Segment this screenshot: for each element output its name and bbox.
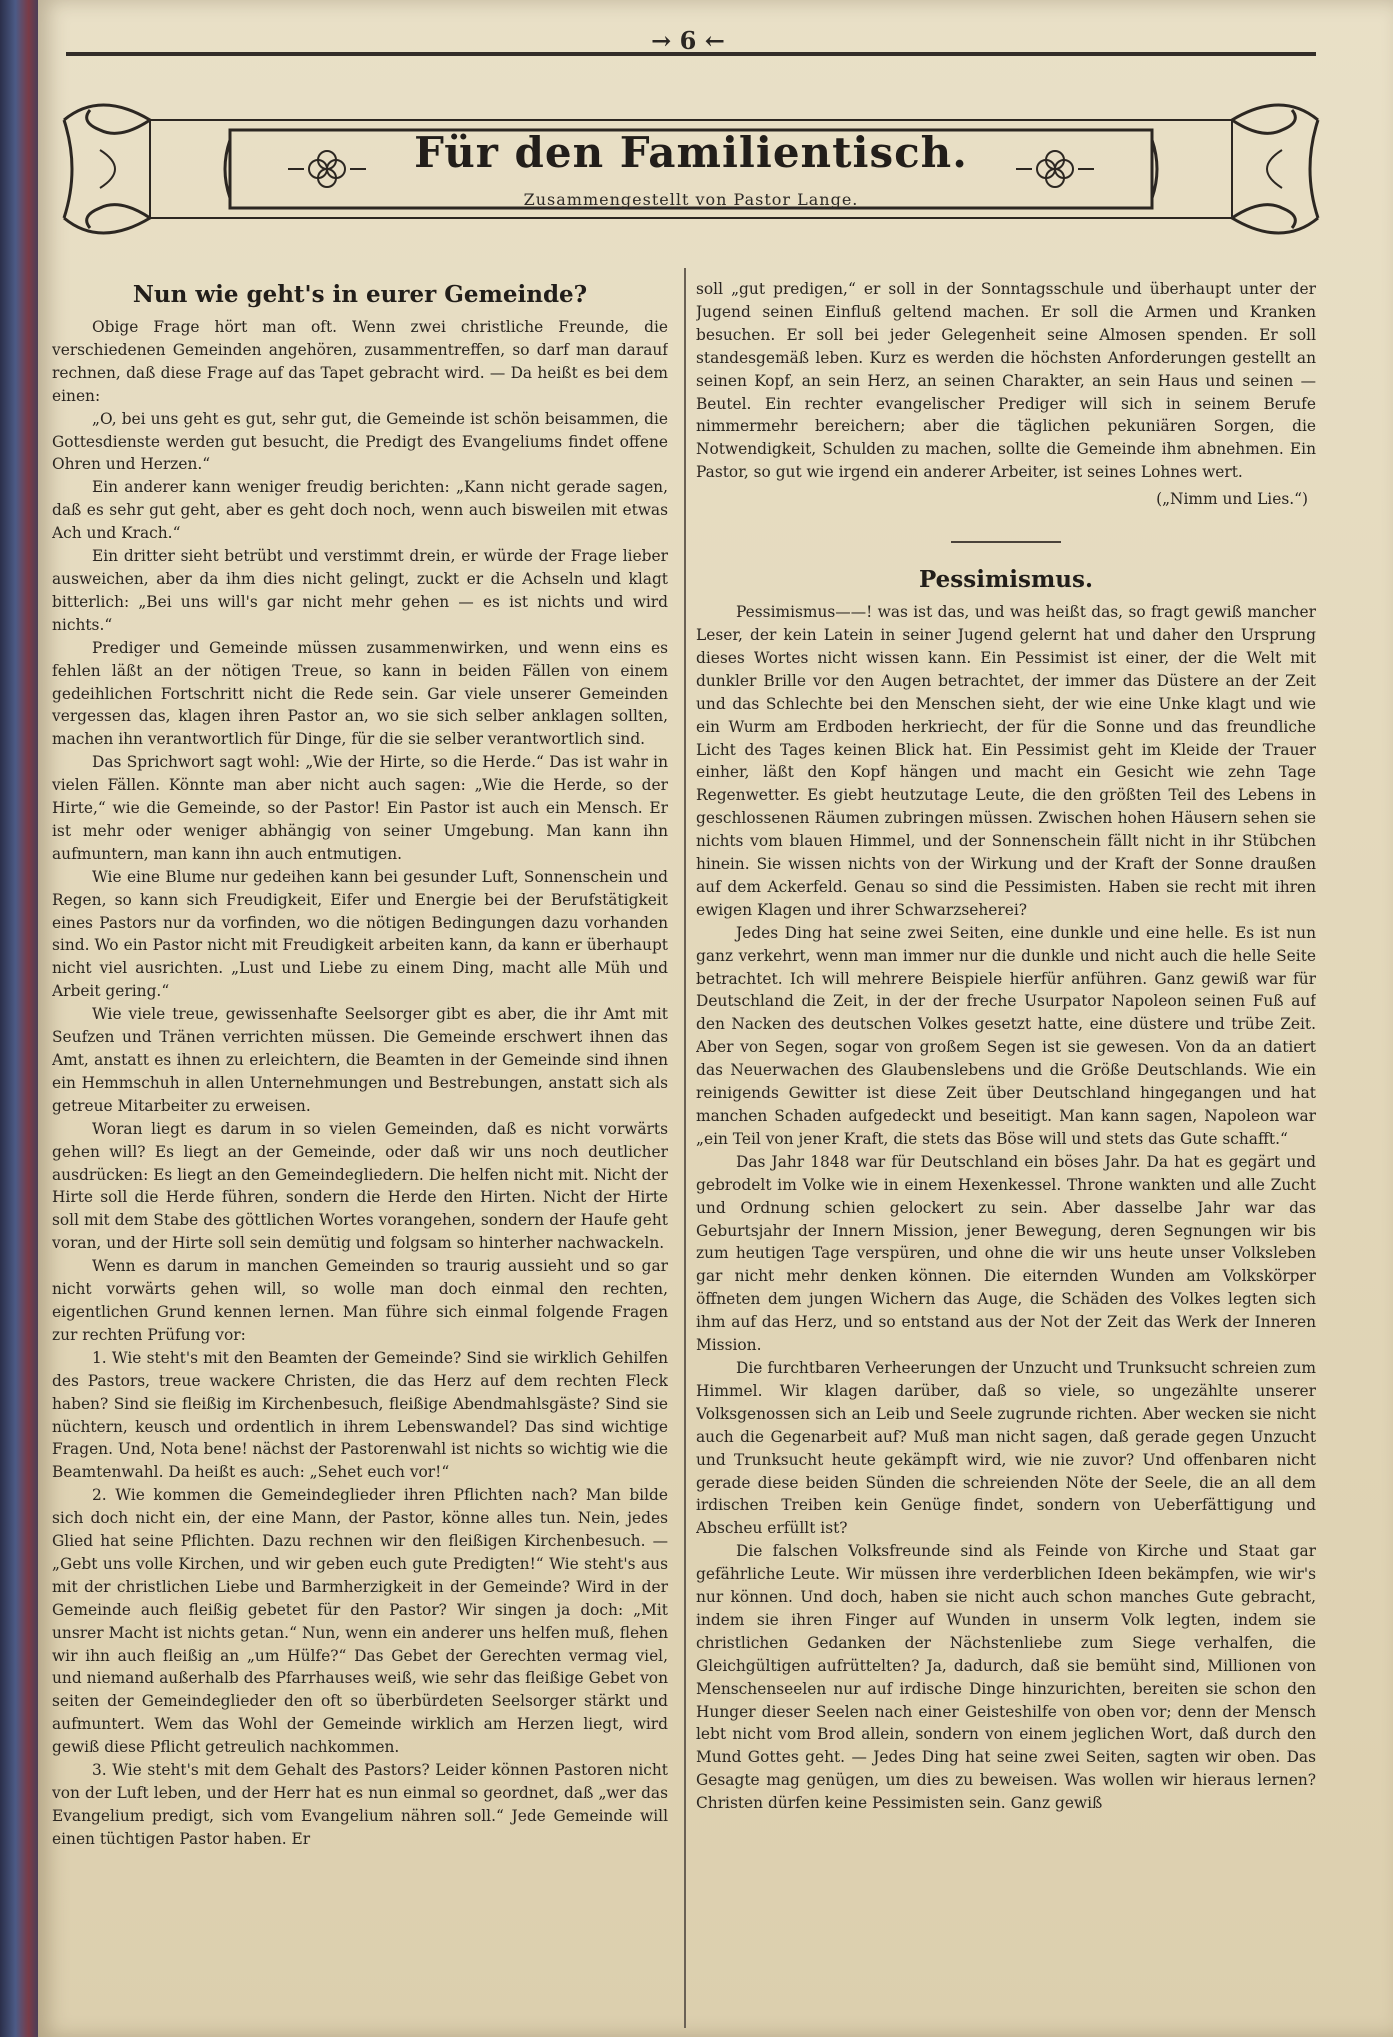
article-paragraph: 1. Wie steht's mit den Beamten der Gemeinde? Sind sie wirklich Gehilfen des Pastors, treue wackere Christen, die das Herz auf dem rechten Fleck haben? Sind sie fleißig im Kirchenbesuch, fleißige Abendmahlsgäste? Sind sie nüchtern, keusch und ordentlich in ihrem Lebenswandel? Das sind wichtige Fragen. Und, Nota bene! nächst der Pastorenwahl ist nichts so wichtig wie die Beamtenwahl. Da heißt es auch: „Sehet euch vor!“	[52, 1348, 668, 1482]
article-paragraph: Die furchtbaren Verheerungen der Unzucht und Trunksucht schreien zum Himmel. Wir klagen darüber, daß so viele, so ungezählte unserer Volksgenossen sich an Leib und Seele zugrunde richten. Aber wecken sie nicht auch die Gegenarbeit auf? Muß man nicht sagen, daß gerade gegen Unzucht und Trunksucht heute gekämpft wird, wie nie zuvor? Und offenbaren nicht gerade diese beiden Sünden die schreienden Nöte der Seele, die an all dem irdischen Treiben kein Genüge findet, sondern von Ueberfättigung und Abscheu erfüllt ist?	[696, 1358, 1316, 1538]
right-column	[696, 278, 1316, 2034]
article-paragraph: 2. Wie kommen die Gemeindeglieder ihren Pflichten nach? Man bilde sich doch nicht ein, der eine Mann, der Pastor, könne alles tun. Nein, jedes Glied hat seine Pflichten. Dazu rechnen wir den fleißigen Kirchenbesuch. — „Gebt uns volle Kirchen, und wir geben euch gute Predigten!“ Wie steht's aus mit der christlichen Liebe und Barmherzigkeit in der Gemeinde? Wird in der Gemeinde auch fleißig gebetet für den Pastor? Wir singen ja doch: „Mit unsrer Macht ist nichts getan.“ Nun, wenn ein anderer uns helfen muß, flehen wir ihn auch fleißig an „um Hülfe?“ Das Gebet der Gerechten vermag viel, und niemand außerhalb des Pfarrhauses weiß, wie sehr das fleißige Gebet von seiten der Gemeindeglieder den oft so überbürdeten Seelsorger stärkt und aufmuntert. Wem das Wohl der Gemeinde wirklich am Herzen liegt, wird gewiß diese Pflicht getreulich nachkommen.	[52, 1486, 668, 1757]
section-banner	[60, 80, 1322, 258]
article-paragraph: Wenn es darum in manchen Gemeinden so traurig aussieht und so gar nicht vorwärts gehen will, so wolle man doch einmal den rechten, eigentlichen Grund kennen lernen. Man führe sich einmal folgende Fragen zur rechten Prüfung vor:	[52, 1257, 668, 1344]
article-paragraph: Jedes Ding hat seine zwei Seiten, eine dunkle und eine helle. Es ist nun ganz verkehrt, wenn man immer nur die dunkle und nicht auch die helle Seite betrachtet. Ich will mehrere Beispiele hierfür anführen. Ganz gewiß war für Deutschland die Zeit, in der der freche Usurpator Napoleon seinen Fuß auf den Nacken des deutschen Volkes gesetzt hatte, eine düstere und trübe Zeit. Aber von Segen, sogar von großem Segen ist sie gewesen. Von da an datiert das Neuerwachen des Glaubenslebens und die Größe Deutschlands. Wie ein reinigends Gewitter ist diese Zeit über Deutschland hingegangen und hat manchen Schaden aufgedeckt und beseitigt. Man kann sagen, Napoleon war „ein Teil von jener Kraft, die stets das Böse will und stets das Gute schafft.“	[696, 923, 1316, 1148]
article-paragraph: Ein anderer kann weniger freudig berichten: „Kann nicht gerade sagen, daß es sehr gut geht, aber es geht doch noch, wenn auch bisweilen mit etwas Ach und Krach.“	[52, 478, 668, 543]
section-title: Für den Familientisch.	[414, 128, 968, 177]
article-paragraph: 3. Wie steht's mit dem Gehalt des Pastors? Leider können Pastoren nicht von der Luft leben, und der Herr hat es nun einmal so geordnet, daß „wer das Evangelium predigt, sich vom Evangelium nähren soll.“ Jede Gemeinde will einen tüchtigen Pastor haben. Er	[52, 1761, 668, 1848]
article-paragraph: Woran liegt es darum in so vielen Gemeinden, daß es nicht vorwärts gehen will? Es liegt an der Gemeinde, oder daß wir uns noch deutlicher ausdrücken: Es liegt an den Gemeindegliedern. Die helfen nicht mit. Nicht der Hirte soll die Herde führen, sondern die Herde den Hirten. Nicht der Hirte soll mit dem Stabe des göttlichen Wortes vorangehen, sondern der Haufe geht voran, und der Hirte soll sein demütig und folgsam so hinterher nachwackeln.	[52, 1119, 668, 1253]
article-paragraph: Pessimismus——! was ist das, und was heißt das, so fragt gewiß mancher Leser, der kein Latein in seiner Jugend gelernt hat und daher den Ursprung dieses Wortes nicht wissen kann. Ein Pessimist ist einer, der die Welt mit dunkler Brille vor den Augen betrachtet, der immer das Düstere an der Zeit und das Schlechte bei den Menschen sieht, der wie eine Unke klagt und wie ein Wurm am Erdboden herkriecht, der für die Sonne und das freundliche Licht des Tages keinen Blick hat. Ein Pessimist geht im Kleide der Trauer einher, läßt den Kopf hängen und macht ein Gesicht wie zehn Tage Regenwetter. Es giebt heutzutage Leute, die den größten Teil des Lebens in geschlossenen Räumen zubringen müssen. Zwischen hohen Häusern sehen sie nichts vom blauen Himmel, und der Sonnenschein fällt nicht in ihr Stübchen hinein. Sie wissen nichts von der Wirkung und der Kraft der Sonne draußen auf dem Ackerfeld. Genau so sind die Pessimisten. Haben sie recht mit ihren ewigen Klagen und ihrer Schwarzseherei?	[696, 603, 1316, 919]
article-paragraph: Das Sprichwort sagt wohl: „Wie der Hirte, so die Herde.“ Das ist wahr in vielen Fällen. Könnte man aber nicht auch sagen: „Wie die Herde, so der Hirte,“ wie die Gemeinde, so der Pastor! Ein Pastor ist auch ein Mensch. Er ist mehr oder weniger abhängig von seiner Umgebung. Man kann ihn aufmuntern, man kann ihn auch entmutigen.	[52, 753, 668, 863]
article-title: Nun wie geht's in eurer Gemeinde?	[132, 281, 588, 308]
section-subtitle: Zusammengestellt von Pastor Lange.	[523, 190, 859, 209]
article-paragraph: Wie viele treue, gewissenhafte Seelsorger gibt es aber, die ihr Amt mit Seufzen und Tränen verrichten müssen. Die Gemeinde erschwert ihnen das Amt, anstatt es ihnen zu erleichtern, die Beamten in der Gemeinde sind ihnen ein Hemmschuh in allen Unternehmungen und Bestrebungen, anstatt sich als getreue Mitarbeiter zu erweisen.	[52, 1005, 668, 1115]
article-paragraph: Wie eine Blume nur gedeihen kann bei gesunder Luft, Sonnenschein und Regen, so kann sich Freudigkeit, Eifer und Energie bei der Berufstätigkeit eines Pastors nur da vorfinden, wo die nötigen Bedingungen dazu vorhanden sind. Wo ein Pastor nicht mit Freudigkeit arbeiten kann, da kann er überhaupt nicht viel ausrichten. „Lust und Liebe zu einem Ding, macht alle Müh und Arbeit gering.“	[52, 867, 668, 1001]
article-paragraph: „O, bei uns geht es gut, sehr gut, die Gemeinde ist schön beisammen, die Gottesdienste werden gut besucht, die Predigt des Evangeliums findet offene Ohren und Herzen.“	[52, 409, 668, 474]
article-separator	[951, 541, 1061, 543]
article-paragraph: Das Jahr 1848 war für Deutschland ein böses Jahr. Da hat es gegärt und gebrodelt im Volke wie in einem Hexenkessel. Throne wankten und alle Zucht und Ordnung schien gelockert zu sein. Aber dasselbe Jahr war das Geburtsjahr der Innern Mission, jener Bewegung, deren Segnungen wir bis zum heutigen Tage verspüren, und ohne die wir uns heute unser Volksleben gar nicht mehr denken können. Die eiternden Wunden am Volkskörper öffneten dem jungen Wichern das Auge, die Schäden des Volkes legten sich ihm auf das Herz, und so entstand aus der Not der Zeit das Werk der Inneren Mission.	[696, 1152, 1316, 1355]
article-title: Pessimismus.	[919, 566, 1093, 594]
article-paragraph: Ein dritter sieht betrübt und verstimmt drein, er würde der Frage lieber ausweichen, aber da ihm dies nicht gelingt, zuckt er die Achseln und klagt bitterlich: „Bei uns will's gar nicht mehr gehen — es ist nichts und wird nichts.“	[52, 547, 668, 634]
article-paragraph: Die falschen Volksfreunde sind als Feinde von Kirche und Staat gar gefährliche Leute. Wir müssen ihre verderblichen Ideen bekämpfen, wie wir's nur können. Und doch, haben sie nicht auch schon manches Gute gebracht, indem sie ihren Finger auf Wunden in unserm Volk legten, indem sie christlichen Gedanken der Nächstenliebe zum Siege verhalfen, die Gleichgültigen aufrüttelten? Ja, dadurch, daß sie bemüht sind, Millionen von Menschenseelen nur auf irdische Dinge hinzurichten, bereiten sie schon den Hunger dieser Seelen nach einer Geisteshilfe von oben vor; denn der Mensch lebt nicht vom Brod allein, sondern von einem jeglichen Wort, daß durch den Mund Gottes geht. — Jedes Ding hat seine zwei Seiten, sagten wir oben. Das Gesagte mag genügen, um dies zu beweisen. Was wollen wir hieraus lernen? Christen dürfen keine Pessimisten sein. Ganz gewiß	[696, 1542, 1316, 1813]
column-divider	[684, 268, 686, 2028]
header-rule	[66, 52, 1316, 56]
left-column	[52, 278, 668, 2034]
article-paragraph: soll „gut predigen,“ er soll in der Sonntagsschule und überhaupt unter der Jugend seinen Einfluß geltend machen. Er soll die Armen und Kranken besuchen. Er soll bei jeder Gelegenheit seine Almosen spenden. Er soll standesgemäß leben. Kurz es werden die höchsten Anforderungen gestellt an seinen Kopf, an sein Herz, an seinen Charakter, an sein Haus und seinen — Beutel. Ein rechter evangelischer Prediger will sich in seinem Berufe nimmermehr bereichern; aber die täglichen pekuniären Sorgen, die Notwendigkeit, Schulden zu machen, sollte die Gemeinde ihm abnehmen. Ein Pastor, so gut wie irgend ein anderer Arbeiter, ist seines Lohnes wert.	[696, 280, 1316, 482]
page-number: → 6 ←	[651, 26, 725, 55]
newspaper-page	[38, 0, 1393, 2037]
article-paragraph: Obige Frage hört man oft. Wenn zwei christliche Freunde, die verschiedenen Gemeinden angehören, zusammentreffen, so darf man darauf rechnen, daß diese Frage auf das Tapet gebracht wird. — Da heißt es bei dem einen:	[52, 318, 668, 405]
article-paragraph: Prediger und Gemeinde müssen zusammenwirken, und wenn eins es fehlen läßt an der nötigen Treue, so kann in beiden Fällen von einem gedeihlichen Fortschritt nicht die Rede sein. Gar viele unserer Gemeinden vergessen das, klagen ihren Pastor an, wo sie sich selber anklagen sollten, machen ihn verantwortlich für Dinge, für die sie selber verantwortlich sind.	[52, 638, 668, 749]
article-attribution: („Nimm und Lies.“)	[1156, 490, 1308, 509]
